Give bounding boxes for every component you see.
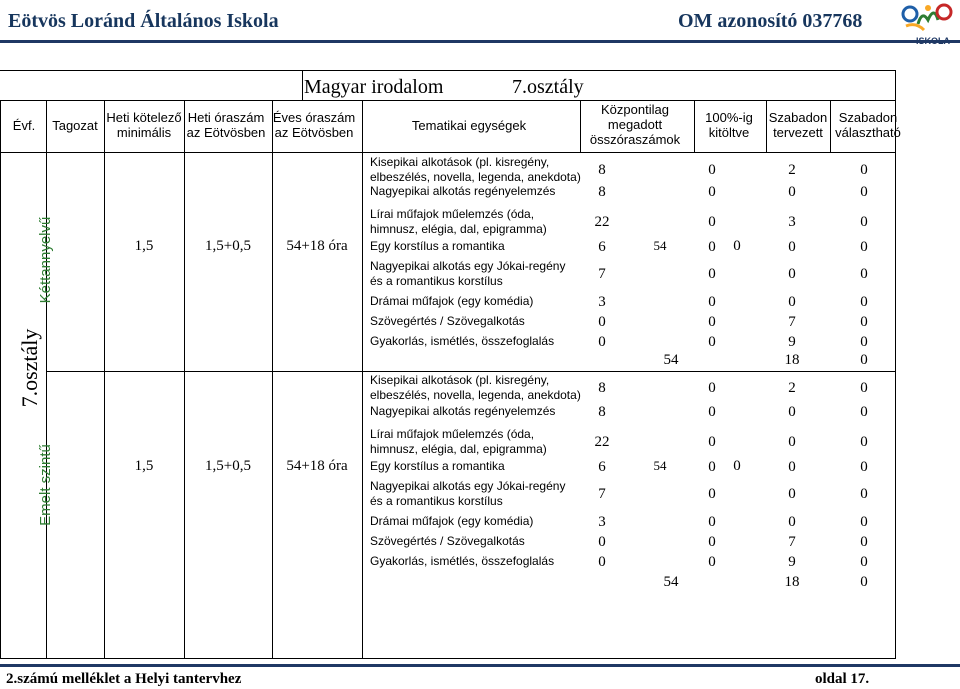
eves-oraszam-value: 54+18 óra bbox=[286, 238, 348, 254]
value-kozpontilag: 8 bbox=[598, 380, 606, 396]
topic-row bbox=[370, 155, 581, 185]
value-valaszthato: 0 bbox=[860, 486, 868, 502]
value-kozpontilag: 0 bbox=[598, 534, 606, 550]
value-valaszthato: 0 bbox=[860, 162, 868, 178]
value-tervezett: 2 bbox=[788, 380, 796, 396]
value-tervezett: 0 bbox=[788, 294, 796, 310]
total-kozpontilag: 54 bbox=[663, 574, 679, 590]
header-kitoltve: 100%-ig kitöltve bbox=[705, 110, 753, 140]
topic-line: Nagyepikai alkotás regényelemzés bbox=[370, 184, 556, 198]
value-valaszthato: 0 bbox=[860, 380, 868, 396]
topic-line: himnusz, elégia, dal, epigramma) bbox=[370, 442, 547, 456]
topic-line: Kisepikai alkotások (pl. kisregény, bbox=[370, 155, 550, 169]
value-kitoltve: 0 bbox=[708, 239, 716, 255]
header-evf: Évf. bbox=[12, 118, 36, 133]
value-valaszthato: 0 bbox=[860, 514, 868, 530]
heti-oraszam-value: 1,5+0,5 bbox=[205, 458, 251, 474]
topic-row bbox=[370, 479, 578, 509]
value-kozpontilag: 8 bbox=[598, 162, 606, 178]
value-valaszthato: 0 bbox=[860, 459, 868, 475]
value-kitoltve: 0 bbox=[708, 380, 716, 396]
value-kitoltve: 0 bbox=[708, 514, 716, 530]
topic-line: Gyakorlás, ismétlés, összefoglalás bbox=[370, 334, 555, 348]
value-valaszthato: 0 bbox=[860, 184, 868, 200]
topic-line: Szövegértés / Szövegalkotás bbox=[370, 534, 525, 548]
header-tagozat: Tagozat bbox=[52, 118, 98, 133]
value-kitoltve: 0 bbox=[708, 214, 716, 230]
topic-line: elbeszélés, novella, legenda, anekdota) bbox=[370, 170, 581, 184]
header-eves-oraszam: Éves óraszám az Eötvösben bbox=[272, 110, 356, 140]
value-kozpontilag: 22 bbox=[594, 214, 610, 230]
topic-line: Egy korstílus a romantika bbox=[370, 239, 505, 253]
total-valaszthato: 0 bbox=[860, 352, 868, 368]
value-tervezett: 0 bbox=[788, 486, 796, 502]
value-kitoltve: 0 bbox=[708, 554, 716, 570]
grid-line bbox=[0, 70, 896, 71]
value-valaszthato: 0 bbox=[860, 314, 868, 330]
value-tervezett: 0 bbox=[788, 239, 796, 255]
value-tervezett: 0 bbox=[788, 459, 796, 475]
value-tervezett: 7 bbox=[788, 314, 796, 330]
footer-rule bbox=[0, 664, 960, 667]
value-tervezett: 2 bbox=[788, 162, 796, 178]
total-kozpontilag: 54 bbox=[663, 352, 679, 368]
topic-line: Drámai műfajok (egy komédia) bbox=[370, 294, 534, 308]
value-tervezett: 9 bbox=[788, 334, 796, 350]
eves-oraszam-value: 54+18 óra bbox=[286, 458, 348, 474]
value-kozpontilag: 0 bbox=[598, 314, 606, 330]
value-kozpontilag: 0 bbox=[598, 554, 606, 570]
grid-line bbox=[46, 100, 47, 152]
topic-line: Kisepikai alkotások (pl. kisregény, bbox=[370, 373, 550, 387]
topic-line: Lírai műfajok műelemzés (óda, bbox=[370, 427, 535, 441]
value-valaszthato: 0 bbox=[860, 214, 868, 230]
topic-line: Szövegértés / Szövegalkotás bbox=[370, 314, 525, 328]
value-valaszthato: 0 bbox=[860, 434, 868, 450]
value-valaszthato: 0 bbox=[860, 266, 868, 282]
topic-row bbox=[370, 334, 578, 349]
value-kozpontilag: 22 bbox=[594, 434, 610, 450]
topic-line: Gyakorlás, ismétlés, összefoglalás bbox=[370, 554, 555, 568]
value-tervezett: 0 bbox=[788, 184, 796, 200]
value-valaszthato: 0 bbox=[860, 534, 868, 550]
topic-line: himnusz, elégia, dal, epigramma) bbox=[370, 222, 547, 236]
value-valaszthato: 0 bbox=[860, 554, 868, 570]
grade-title: 7.osztály bbox=[512, 76, 584, 98]
heti-kotelezo-value: 1,5 bbox=[134, 458, 154, 474]
topic-row bbox=[370, 427, 578, 457]
grid-line bbox=[0, 658, 896, 659]
grid-line bbox=[0, 100, 1, 658]
value-kozpontilag: 6 bbox=[598, 459, 606, 475]
footer-left: 2.számú melléklet a Helyi tantervhez bbox=[6, 671, 242, 687]
value-kitoltve: 0 bbox=[708, 314, 716, 330]
value-kozpontilag: 0 bbox=[598, 334, 606, 350]
topic-line: Egy korstílus a romantika bbox=[370, 459, 505, 473]
value-tervezett: 0 bbox=[788, 434, 796, 450]
value-kozpontilag: 3 bbox=[598, 514, 606, 530]
school-logo bbox=[898, 0, 960, 46]
total-tervezett: 18 bbox=[784, 574, 800, 590]
value-kitoltve: 0 bbox=[708, 404, 716, 420]
tagozat-label: Kéttannyelvű bbox=[37, 216, 54, 304]
value-tervezett: 0 bbox=[788, 404, 796, 420]
grid-line bbox=[362, 152, 363, 658]
header-rule bbox=[0, 40, 960, 43]
value-kozpontilag: 7 bbox=[598, 486, 606, 502]
om-identifier: OM azonosító 037768 bbox=[678, 10, 863, 32]
header-tematikai: Tematikai egységek bbox=[411, 118, 527, 133]
grid-line bbox=[895, 70, 896, 658]
topic-row bbox=[370, 184, 578, 199]
topic-row bbox=[370, 373, 581, 403]
topic-row bbox=[370, 554, 578, 569]
topic-line: Nagyepikai alkotás egy Jókai-regény bbox=[370, 259, 566, 273]
topic-line: és a romantikus korstílus bbox=[370, 494, 503, 508]
logo-text: ISKOLA bbox=[916, 36, 951, 46]
grid-line bbox=[104, 152, 105, 658]
evf-label: 7.osztály bbox=[17, 328, 42, 408]
topic-row bbox=[370, 314, 578, 329]
header-tervezett: Szabadon tervezett bbox=[768, 110, 828, 140]
topic-row bbox=[370, 459, 578, 474]
value-kitoltve: 0 bbox=[708, 162, 716, 178]
kitoltve-value: 0 bbox=[733, 238, 741, 254]
value-kozpontilag: 8 bbox=[598, 404, 606, 420]
topic-line: Nagyepikai alkotás egy Jókai-regény bbox=[370, 479, 566, 493]
value-kozpontilag: 7 bbox=[598, 266, 606, 282]
grid-line bbox=[272, 152, 273, 658]
topic-line: és a romantikus korstílus bbox=[370, 274, 503, 288]
tagozat-label: Emelt szintű bbox=[37, 444, 54, 526]
value-kitoltve: 0 bbox=[708, 266, 716, 282]
kozpontilag-value: 54 bbox=[653, 458, 667, 473]
value-kitoltve: 0 bbox=[708, 294, 716, 310]
grid-line bbox=[184, 152, 185, 658]
value-kitoltve: 0 bbox=[708, 459, 716, 475]
value-valaszthato: 0 bbox=[860, 404, 868, 420]
topic-row bbox=[370, 514, 578, 529]
value-kozpontilag: 3 bbox=[598, 294, 606, 310]
value-kitoltve: 0 bbox=[708, 334, 716, 350]
header-heti-kotelezo: Heti kötelező minimális bbox=[106, 110, 182, 140]
header-heti-oraszam: Heti óraszám az Eötvösben bbox=[186, 110, 266, 140]
topic-row bbox=[370, 404, 578, 419]
value-tervezett: 7 bbox=[788, 534, 796, 550]
subject-title: Magyar irodalom bbox=[304, 76, 444, 98]
value-tervezett: 9 bbox=[788, 554, 796, 570]
value-tervezett: 0 bbox=[788, 514, 796, 530]
value-kitoltve: 0 bbox=[708, 434, 716, 450]
grid-line bbox=[0, 100, 896, 101]
topic-line: elbeszélés, novella, legenda, anekdota) bbox=[370, 388, 581, 402]
value-kozpontilag: 8 bbox=[598, 184, 606, 200]
grid-line bbox=[0, 152, 896, 153]
value-kozpontilag: 6 bbox=[598, 239, 606, 255]
topic-row bbox=[370, 294, 578, 309]
value-tervezett: 3 bbox=[788, 214, 796, 230]
total-valaszthato: 0 bbox=[860, 574, 868, 590]
heti-oraszam-value: 1,5+0,5 bbox=[205, 238, 251, 254]
footer-page: oldal 17. bbox=[815, 671, 870, 687]
value-valaszthato: 0 bbox=[860, 239, 868, 255]
topic-row bbox=[370, 239, 578, 254]
kozpontilag-value: 54 bbox=[653, 238, 667, 253]
value-kitoltve: 0 bbox=[708, 486, 716, 502]
school-name: Eötvös Loránd Általános Iskola bbox=[8, 10, 279, 32]
grid-line bbox=[302, 70, 303, 100]
heti-kotelezo-value: 1,5 bbox=[134, 238, 154, 254]
value-valaszthato: 0 bbox=[860, 334, 868, 350]
value-tervezett: 0 bbox=[788, 266, 796, 282]
topic-row bbox=[370, 207, 578, 237]
topic-row bbox=[370, 534, 578, 549]
topic-line: Nagyepikai alkotás regényelemzés bbox=[370, 404, 556, 418]
value-valaszthato: 0 bbox=[860, 294, 868, 310]
value-kitoltve: 0 bbox=[708, 534, 716, 550]
kitoltve-value: 0 bbox=[733, 458, 741, 474]
total-tervezett: 18 bbox=[784, 352, 800, 368]
header-valaszthato: Szabadon választható bbox=[835, 110, 901, 140]
grid-line bbox=[46, 371, 896, 372]
topic-line: Lírai műfajok műelemzés (óda, bbox=[370, 207, 535, 221]
topic-line: Drámai műfajok (egy komédia) bbox=[370, 514, 534, 528]
header-kozpontilag: Központilag megadott összóraszámok bbox=[589, 102, 681, 147]
topic-row bbox=[370, 259, 578, 289]
value-kitoltve: 0 bbox=[708, 184, 716, 200]
